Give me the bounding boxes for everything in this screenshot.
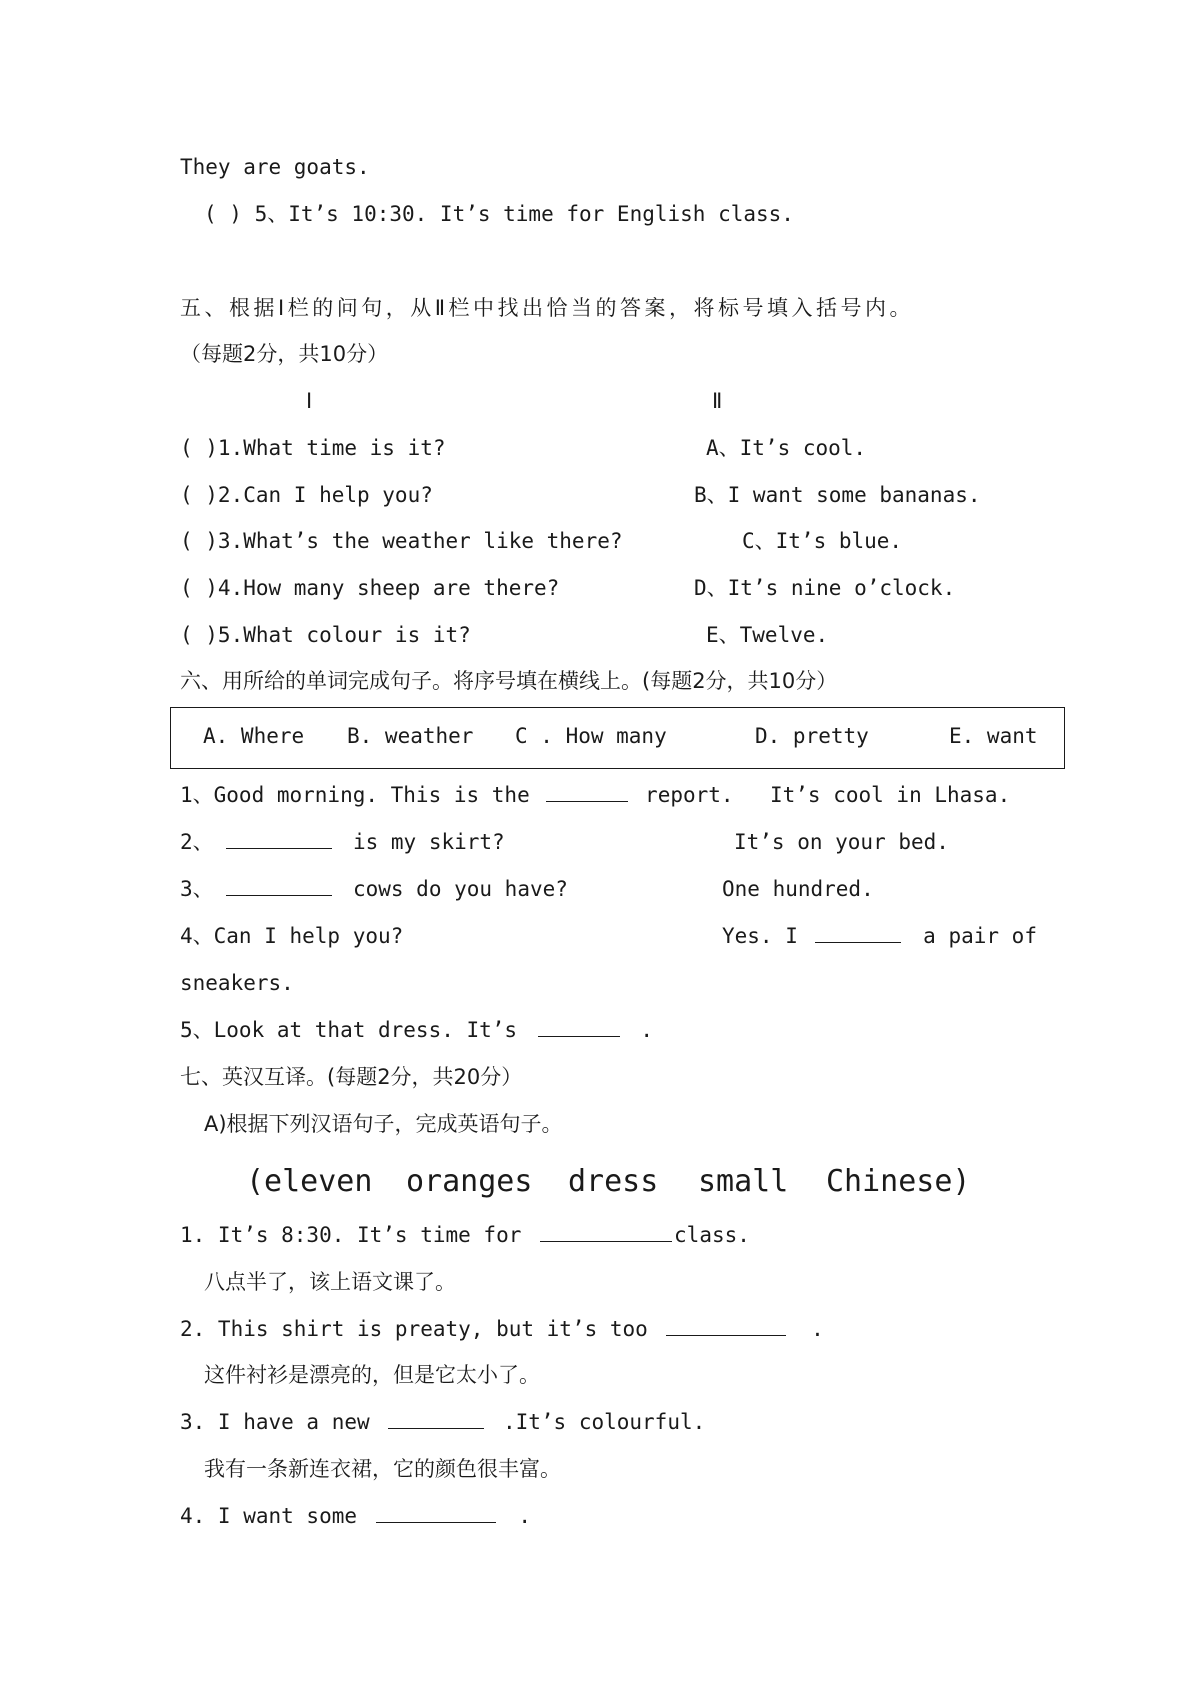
translation-chinese-3: 我有一条新连衣裙，它的颜色很丰富。 [204, 1457, 561, 1481]
sentence-4: 4、Can I help you? [180, 924, 404, 948]
sentence-text: . [811, 1317, 824, 1341]
sentence-text: 2. This shirt is preaty, but it’s too [180, 1317, 648, 1341]
answer-blank[interactable] [666, 1315, 786, 1336]
answer-blank[interactable] [540, 1221, 672, 1242]
sentence-1 [180, 780, 734, 810]
word-bank-box [170, 707, 1065, 769]
translation-question-2 [180, 1314, 824, 1344]
part-a-instruction: A)根据下列汉语句子，完成英语句子。 [204, 1112, 563, 1136]
word-bank: oranges [406, 1164, 533, 1199]
column-header-2: Ⅱ [712, 389, 723, 413]
sentence-text: Yes. I [722, 924, 798, 948]
match-question: ( )1.What time is it? [180, 436, 446, 460]
match-answer: B、I want some bananas. [694, 483, 981, 507]
section-heading: 五、根据Ⅰ栏的问句，从Ⅱ栏中找出恰当的答案，将标号填入括号内。 [180, 296, 915, 320]
sentence-2 [180, 827, 505, 857]
answer-blank[interactable] [388, 1408, 484, 1429]
score-note: （每题2分，共10分） [180, 342, 389, 366]
text-line: They are goats. [180, 155, 370, 179]
sentence-text: 2、 [180, 830, 214, 854]
sentence-3 [180, 874, 568, 904]
sentence-4-response [722, 921, 1037, 951]
match-answer: A、It’s cool. [706, 436, 867, 460]
sentence-text: cows do you have? [352, 877, 568, 901]
answer-blank[interactable] [546, 781, 628, 802]
translation-question-4 [180, 1501, 531, 1531]
match-question: ( )3.What’s the weather like there? [180, 529, 623, 553]
column-header-1: Ⅰ [306, 389, 313, 413]
answer-blank[interactable] [376, 1502, 496, 1523]
answer-blank[interactable] [226, 828, 332, 849]
sentence-1-response: It’s cool in Lhasa. [770, 783, 1011, 807]
sentence-text: 4. I want some [180, 1504, 358, 1528]
sentence-2-response: It’s on your bed. [734, 830, 949, 854]
translation-question-3 [180, 1407, 705, 1437]
word-option: C . How many [515, 724, 667, 748]
sentence-text: 1、Good morning. This is the [180, 783, 530, 807]
word-bank: (eleven [246, 1164, 373, 1199]
sentence-text: 3、 [180, 877, 214, 901]
sentence-text: . [640, 1018, 654, 1042]
translation-chinese-1: 八点半了，该上语文课了。 [204, 1270, 456, 1294]
section-heading: 六、用所给的单词完成句子。将序号填在横线上。(每题2分，共10分） [180, 669, 838, 693]
match-answer: D、It’s nine o’clock. [694, 576, 956, 600]
match-question: ( )4.How many sheep are there? [180, 576, 560, 600]
translation-question-1 [180, 1220, 750, 1250]
sentence-text: 1. It’s 8:30. It’s time for [180, 1223, 522, 1247]
word-option: E. want [949, 724, 1038, 748]
sentence-text: a pair of [923, 924, 1037, 948]
match-answer: E、Twelve. [706, 623, 829, 647]
sentence-text: class. [674, 1223, 750, 1247]
word-bank: Chinese) [826, 1164, 971, 1199]
sentence-text: is my skirt? [352, 830, 505, 854]
sentence-5 [180, 1015, 653, 1045]
word-bank: small [698, 1164, 789, 1199]
match-question: ( )5.What colour is it? [180, 623, 471, 647]
question-5: ( ) 5、It’s 10:30. It’s time for English class. [204, 202, 794, 226]
match-question: ( )2.Can I help you? [180, 483, 433, 507]
sentence-3-response: One hundred. [722, 877, 874, 901]
translation-chinese-2: 这件衬衫是漂亮的，但是它太小了。 [204, 1363, 540, 1387]
match-answer: C、It’s blue. [742, 529, 903, 553]
word-option: A. Where [203, 724, 305, 748]
word-bank: dress [568, 1164, 659, 1199]
word-option: B. weather [347, 724, 474, 748]
section-heading: 七、英汉互译。(每题2分，共20分） [180, 1065, 523, 1089]
sentence-text: 5、Look at that dress. It’s [180, 1018, 518, 1042]
sentence-text: 3. I have a new [180, 1410, 370, 1434]
sentence-4-continued: sneakers. [180, 971, 294, 995]
sentence-text: report. [645, 783, 734, 807]
answer-blank[interactable] [815, 922, 901, 943]
answer-blank[interactable] [538, 1016, 620, 1037]
answer-blank[interactable] [226, 875, 332, 896]
sentence-text: . [518, 1504, 531, 1528]
word-option: D. pretty [755, 724, 869, 748]
sentence-text: .It’s colourful. [502, 1410, 706, 1434]
